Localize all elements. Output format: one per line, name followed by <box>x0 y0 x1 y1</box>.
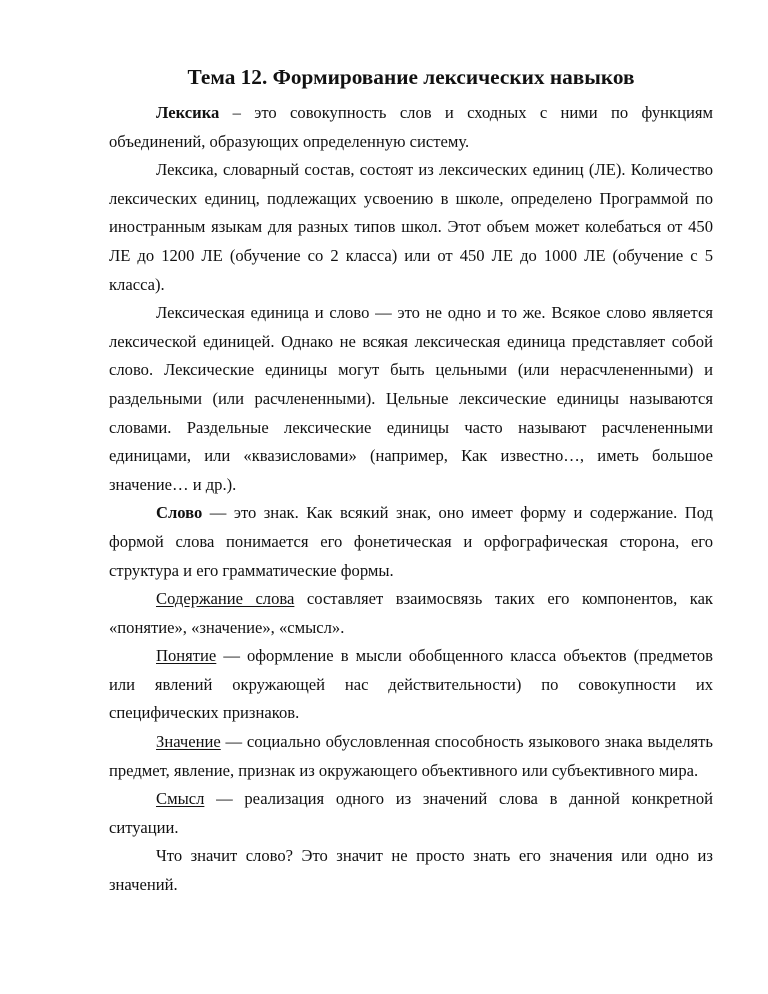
paragraph-unit-vs-word <box>109 299 713 499</box>
term-soderzhanie-slova: Содержание слова <box>156 589 295 609</box>
paragraph-text: — оформление в мысли обобщенного класса объектов (предметов или явлений окружающей нас действительности) по совокупности их специфических признаков. <box>109 646 713 723</box>
paragraph-text: – это совокупность слов и сходных с ними по функциям объединений, образующих определенную систему. <box>109 103 713 151</box>
paragraph-question <box>109 842 713 899</box>
term-znachenie: Значение <box>156 732 221 752</box>
paragraph-lexika <box>109 99 713 156</box>
paragraph-text: — реализация одного из значений слова в данной конкретной ситуации. <box>109 789 713 837</box>
document-body <box>109 62 713 900</box>
paragraph-lexical-units <box>109 156 713 299</box>
paragraph-soderzhanie <box>109 585 713 642</box>
paragraph-text: составляет взаимосвязь таких его компонентов, как «понятие», «значение», «смысл». <box>109 589 713 637</box>
term-lexika: Лексика <box>156 103 220 122</box>
paragraph-text: — социально обусловленная способность языкового знака выделять предмет, явление, признак из окружающего объективного или субъективного мира. <box>109 732 713 780</box>
paragraph-text: — это знак. Как всякий знак, оно имеет форму и содержание. Под формой слова понимается его фонетическая и орфографическая сторона, его структура и его грамматические формы. <box>109 503 713 580</box>
term-smysl: Смысл <box>156 789 205 809</box>
paragraph-smysl <box>109 785 713 842</box>
term-slovo: Слово <box>156 503 203 523</box>
term-ponyatie: Понятие <box>156 646 217 666</box>
paragraph-znachenie <box>109 728 713 785</box>
paragraph-text: Лексика, словарный состав, состоят из лексических единиц (ЛЕ). Количество лексических единиц, подлежащих усвоению в школе, определено Программой по иностранным языкам для разных типов школ. Этот объем может колебаться от 450 ЛЕ до 1200 ЛЕ (обучение со 2 класса) или от 450 ЛЕ до 1000 ЛЕ (обучение с 5 класса). <box>109 160 713 294</box>
paragraph-text: Лексическая единица и слово — это не одно и то же. Всякое слово является лексической единицей. Однако не всякая лексическая единица представляет собой слово. Лексические единицы могут быть цельными (или нерасчлененными) и раздельными (или расчлененными). Цельные лексические единицы называются словами. Раздельные лексические единицы часто называют расчлененными единицами, или «квазисловами» (например, Как известно…, иметь большое значение… и др.). <box>109 303 713 494</box>
paragraph-text: Что значит слово? Это значит не просто знать его значения или одно из значений. <box>109 846 713 895</box>
paragraph-slovo <box>109 499 713 585</box>
document-title: Тема 12. Формирование лексических навыков <box>187 65 635 89</box>
paragraph-ponyatie <box>109 642 713 728</box>
